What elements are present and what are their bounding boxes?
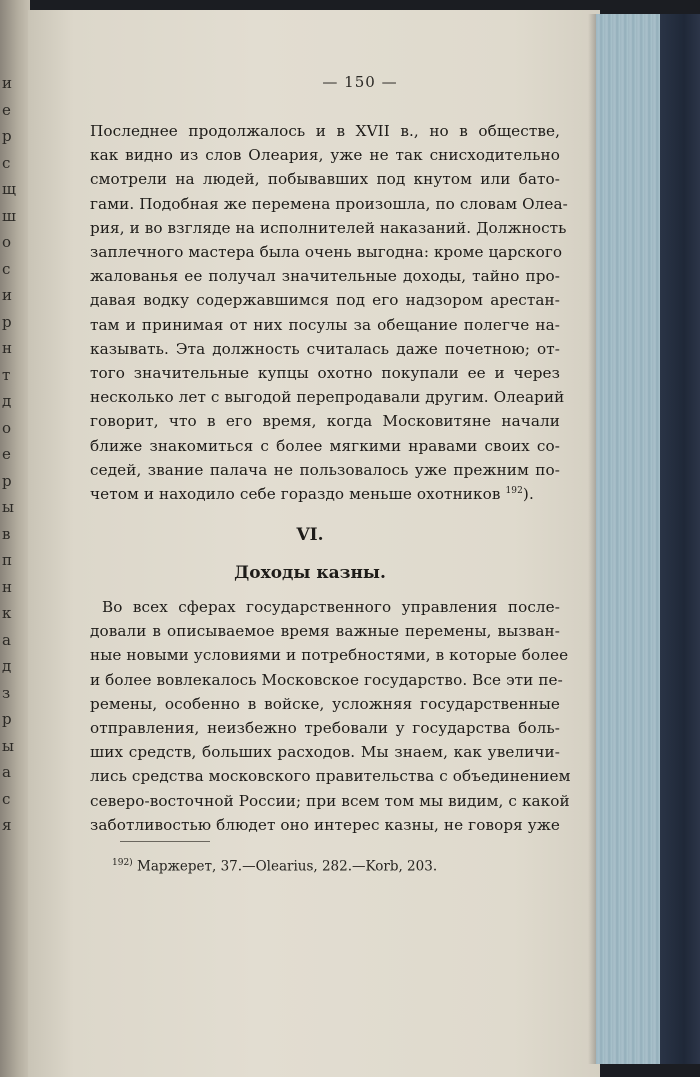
paragraph-2-line: ших средств, больших расходов. Мы знаем, как увеличи- <box>90 743 560 762</box>
paragraph-2-line: довали в описываемое время важные перемены, вызван- <box>90 622 560 641</box>
paragraph-1-line: четом и находило себе гораздо меньше охотников $^{192}$). <box>90 485 534 503</box>
book-page-edges <box>596 14 666 1064</box>
paragraph-1-line: говорит, что в его время, когда Московитяне начали <box>90 412 560 431</box>
section-number: VI. <box>296 525 324 545</box>
left-page-cropped-text: и е р с щ ш о с и р н т д о е р ы в п н к а д з р ы а с я <box>2 74 16 834</box>
paragraph-1-line: того значительные купцы охотно покупали ее и через <box>90 364 560 382</box>
book-cover <box>660 14 700 1064</box>
section-title: Доходы казны. <box>234 563 386 583</box>
paragraph-2-line: и более вовлекалось Московское государство. Все эти пе- <box>90 670 563 689</box>
book-page <box>28 10 600 1077</box>
page-number: — 150 — <box>322 73 398 91</box>
paragraph-1-end: ). <box>522 485 534 503</box>
paragraph-2-line: Во всех сферах государственного управления после- <box>102 598 560 616</box>
paragraph-2-line: заботливостью блюдет оно интерес казны, не говоря уже <box>90 815 560 834</box>
paragraph-1-line: несколько лет с выгодой перепродавали другим. Олеарий <box>90 388 565 407</box>
paragraph-1-line: там и принимая от них посулы за обещание полегче на- <box>90 315 560 334</box>
paragraph-1-line: давая водку содержавшимся под его надзором арестан- <box>90 291 560 310</box>
paragraph-1-line: ближе знакомиться с более мягкими нравами своих со- <box>90 436 560 455</box>
paragraph-1-line: Последнее продолжалось и в XVII в., но в обществе, <box>90 122 560 140</box>
footnote-reference: 192 <box>505 485 523 496</box>
paragraph-2-line: отправления, неизбежно требовали у государства боль- <box>90 719 560 737</box>
paragraph-2-line: северо-восточной России; при всем том мы видим, с какой <box>90 791 570 810</box>
paragraph-2-line: ные новыми условиями и потребностями, в которые более <box>90 646 569 665</box>
paragraph-2-line: лись средства московского правительства с объединением <box>90 767 571 786</box>
paragraph-1-line: жалованья ее получал значительные доходы, тайно про- <box>90 267 560 286</box>
paragraph-1-line: гами. Подобная же перемена произошла, по словам Олеа- <box>90 194 568 213</box>
left-page-edge <box>0 0 30 1077</box>
paragraph-1-line: заплечного мастера была очень выгодна: кроме царского <box>90 243 563 261</box>
footnote-divider <box>120 841 210 842</box>
footnote-mark: 192) <box>112 858 133 868</box>
paragraph-2-line: ремены, особенно в войске, усложняя государственные <box>90 694 560 713</box>
paragraph-1-line: казывать. Эта должность считалась даже почетною; от- <box>90 339 560 358</box>
paragraph-1-line: седей, звание палача не пользовалось уже прежним по- <box>90 460 560 479</box>
paragraph-1-line: смотрели на людей, побывавших под кнутом или бато- <box>90 170 560 189</box>
paragraph-1-line: рия, и во взгляде на исполнителей наказаний. Должность <box>90 218 567 237</box>
footnote <box>112 858 532 875</box>
paragraph-1-line: как видно из слов Олеария, уже не так снисходительно <box>90 146 560 165</box>
footnote-text: Маржерет, 37.—Olearius, 282.—Korb, 203. <box>132 858 438 875</box>
